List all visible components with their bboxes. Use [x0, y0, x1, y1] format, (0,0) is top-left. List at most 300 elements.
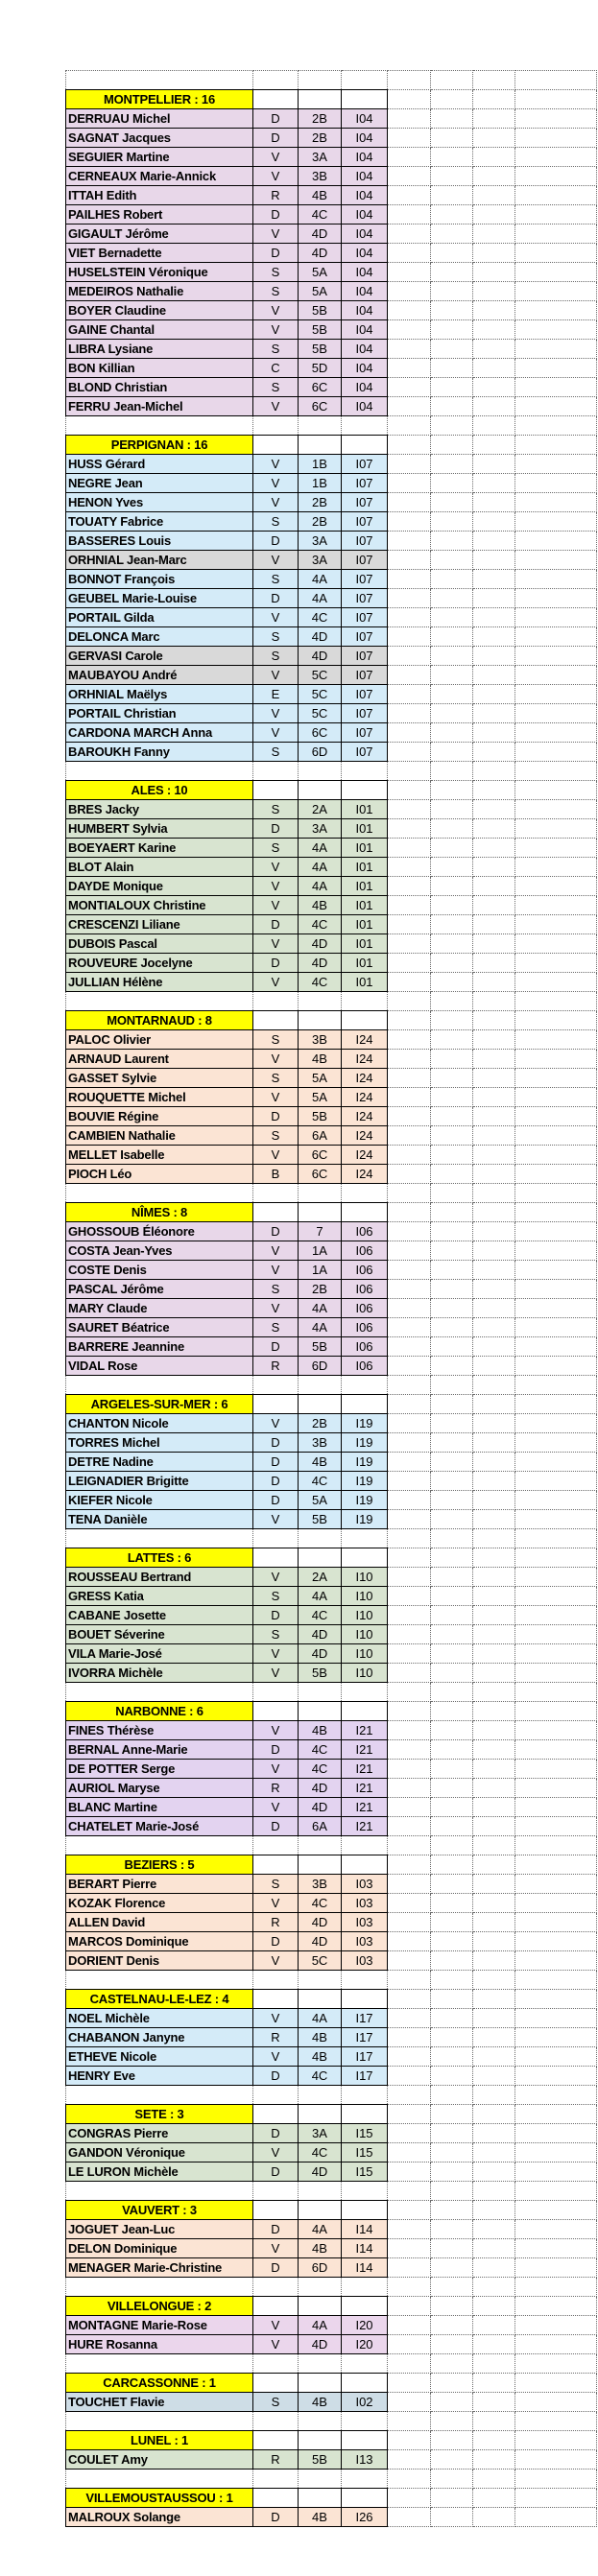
empty-grid-cell[interactable] — [515, 2470, 597, 2489]
member-category-cell[interactable]: D — [253, 1932, 299, 1951]
empty-grid-cell[interactable] — [388, 570, 431, 589]
member-code-cell[interactable]: I07 — [342, 512, 388, 532]
section-header-cell[interactable]: CASTELNAU-LE-LEZ : 4 — [66, 1990, 253, 2009]
empty-grid-cell[interactable] — [388, 1241, 431, 1261]
empty-grid-cell[interactable] — [253, 1184, 299, 1203]
empty-grid-cell[interactable] — [431, 2297, 473, 2316]
member-category-cell[interactable]: V — [253, 1760, 299, 1779]
empty-grid-cell[interactable] — [388, 1951, 431, 1971]
member-class-cell[interactable]: 4B — [299, 2028, 342, 2047]
member-name-cell[interactable]: GERVASI Carole — [66, 647, 253, 666]
empty-grid-cell[interactable] — [515, 915, 597, 934]
member-category-cell[interactable]: R — [253, 2450, 299, 2470]
empty-grid-cell[interactable] — [515, 2374, 597, 2393]
empty-grid-cell[interactable] — [388, 225, 431, 244]
empty-grid-cell[interactable] — [473, 2124, 515, 2143]
header-blank-cell[interactable] — [299, 1203, 342, 1222]
empty-grid-cell[interactable] — [342, 762, 388, 781]
empty-grid-cell[interactable] — [388, 1625, 431, 1644]
empty-grid-cell[interactable] — [473, 1299, 515, 1318]
member-code-cell[interactable]: I06 — [342, 1357, 388, 1376]
empty-grid-cell[interactable] — [431, 1740, 473, 1760]
member-name-cell[interactable]: SAURET Béatrice — [66, 1318, 253, 1337]
member-code-cell[interactable]: I10 — [342, 1606, 388, 1625]
member-class-cell[interactable]: 5B — [299, 1107, 342, 1126]
empty-grid-cell[interactable] — [431, 1894, 473, 1913]
empty-grid-cell[interactable] — [431, 225, 473, 244]
empty-grid-cell[interactable] — [431, 167, 473, 186]
member-class-cell[interactable]: 4D — [299, 647, 342, 666]
member-code-cell[interactable]: I06 — [342, 1280, 388, 1299]
empty-grid-cell[interactable] — [515, 148, 597, 167]
member-class-cell[interactable]: 6A — [299, 1817, 342, 1836]
empty-grid-cell[interactable] — [515, 1817, 597, 1836]
empty-grid-cell[interactable] — [431, 186, 473, 205]
member-name-cell[interactable]: BOUET Séverine — [66, 1625, 253, 1644]
empty-grid-cell[interactable] — [431, 2374, 473, 2393]
empty-grid-cell[interactable] — [515, 1644, 597, 1664]
member-category-cell[interactable]: S — [253, 378, 299, 397]
empty-grid-cell[interactable] — [66, 762, 253, 781]
empty-grid-cell[interactable] — [431, 512, 473, 532]
empty-grid-cell[interactable] — [515, 570, 597, 589]
empty-grid-cell[interactable] — [431, 954, 473, 973]
member-category-cell[interactable]: D — [253, 1472, 299, 1491]
empty-grid-cell[interactable] — [299, 71, 342, 90]
empty-grid-cell[interactable] — [342, 2086, 388, 2105]
empty-grid-cell[interactable] — [388, 1395, 431, 1414]
empty-grid-cell[interactable] — [388, 819, 431, 839]
empty-grid-cell[interactable] — [388, 1606, 431, 1625]
empty-grid-cell[interactable] — [431, 1491, 473, 1510]
member-name-cell[interactable]: LE LURON Michèle — [66, 2162, 253, 2182]
empty-grid-cell[interactable] — [431, 2239, 473, 2258]
empty-grid-cell[interactable] — [473, 781, 515, 800]
member-category-cell[interactable]: C — [253, 359, 299, 378]
member-name-cell[interactable]: TENA Danièle — [66, 1510, 253, 1529]
empty-grid-cell[interactable] — [515, 2028, 597, 2047]
member-class-cell[interactable]: 3B — [299, 167, 342, 186]
member-class-cell[interactable]: 2B — [299, 493, 342, 512]
member-code-cell[interactable]: I03 — [342, 1875, 388, 1894]
empty-grid-cell[interactable] — [388, 71, 431, 90]
member-category-cell[interactable]: D — [253, 1453, 299, 1472]
empty-grid-cell[interactable] — [431, 1625, 473, 1644]
empty-grid-cell[interactable] — [431, 2009, 473, 2028]
empty-grid-cell[interactable] — [473, 992, 515, 1011]
empty-grid-cell[interactable] — [388, 1875, 431, 1894]
member-code-cell[interactable]: I10 — [342, 1568, 388, 1587]
empty-grid-cell[interactable] — [431, 704, 473, 723]
header-blank-cell[interactable] — [342, 781, 388, 800]
member-name-cell[interactable]: BLOT Alain — [66, 858, 253, 877]
empty-grid-cell[interactable] — [388, 1644, 431, 1664]
empty-grid-cell[interactable] — [515, 1875, 597, 1894]
empty-grid-cell[interactable] — [515, 1740, 597, 1760]
member-category-cell[interactable]: D — [253, 1222, 299, 1241]
empty-grid-cell[interactable] — [515, 1107, 597, 1126]
empty-grid-cell[interactable] — [515, 1510, 597, 1529]
empty-grid-cell[interactable] — [388, 2489, 431, 2508]
empty-grid-cell[interactable] — [431, 2028, 473, 2047]
member-name-cell[interactable]: GANDON Véronique — [66, 2143, 253, 2162]
empty-grid-cell[interactable] — [515, 685, 597, 704]
header-blank-cell[interactable] — [299, 2374, 342, 2393]
empty-grid-cell[interactable] — [431, 1395, 473, 1414]
empty-grid-cell[interactable] — [388, 90, 431, 109]
member-name-cell[interactable]: TORRES Michel — [66, 1433, 253, 1453]
empty-grid-cell[interactable] — [388, 1971, 431, 1990]
member-name-cell[interactable]: MONTIALOUX Christine — [66, 896, 253, 915]
empty-grid-cell[interactable] — [515, 2278, 597, 2297]
member-code-cell[interactable]: I07 — [342, 608, 388, 627]
section-header-cell[interactable]: VAUVERT : 3 — [66, 2201, 253, 2220]
member-code-cell[interactable]: I07 — [342, 685, 388, 704]
member-code-cell[interactable]: I15 — [342, 2162, 388, 2182]
empty-grid-cell[interactable] — [431, 416, 473, 436]
member-code-cell[interactable]: I03 — [342, 1913, 388, 1932]
member-class-cell[interactable]: 4A — [299, 1299, 342, 1318]
empty-grid-cell[interactable] — [388, 858, 431, 877]
empty-grid-cell[interactable] — [515, 1836, 597, 1855]
member-code-cell[interactable]: I01 — [342, 800, 388, 819]
empty-grid-cell[interactable] — [473, 1510, 515, 1529]
empty-grid-cell[interactable] — [431, 359, 473, 378]
member-class-cell[interactable]: 4C — [299, 1760, 342, 1779]
member-category-cell[interactable]: V — [253, 301, 299, 320]
member-code-cell[interactable]: I13 — [342, 2450, 388, 2470]
empty-grid-cell[interactable] — [299, 992, 342, 1011]
empty-grid-cell[interactable] — [515, 1568, 597, 1587]
empty-grid-cell[interactable] — [473, 1261, 515, 1280]
empty-grid-cell[interactable] — [253, 2412, 299, 2431]
empty-grid-cell[interactable] — [515, 1990, 597, 2009]
member-name-cell[interactable]: ALLEN David — [66, 1913, 253, 1932]
member-class-cell[interactable]: 5B — [299, 2450, 342, 2470]
empty-grid-cell[interactable] — [388, 839, 431, 858]
empty-grid-cell[interactable] — [388, 1779, 431, 1798]
empty-grid-cell[interactable] — [253, 1683, 299, 1702]
member-code-cell[interactable]: I10 — [342, 1587, 388, 1606]
empty-grid-cell[interactable] — [473, 1241, 515, 1261]
empty-grid-cell[interactable] — [388, 1510, 431, 1529]
empty-grid-cell[interactable] — [388, 2105, 431, 2124]
member-code-cell[interactable]: I20 — [342, 2335, 388, 2354]
empty-grid-cell[interactable] — [388, 2335, 431, 2354]
empty-grid-cell[interactable] — [388, 167, 431, 186]
empty-grid-cell[interactable] — [515, 71, 597, 90]
empty-grid-cell[interactable] — [388, 474, 431, 493]
empty-grid-cell[interactable] — [388, 263, 431, 282]
header-blank-cell[interactable] — [253, 436, 299, 455]
member-class-cell[interactable]: 3A — [299, 532, 342, 551]
empty-grid-cell[interactable] — [515, 1395, 597, 1414]
member-code-cell[interactable]: I01 — [342, 915, 388, 934]
empty-grid-cell[interactable] — [431, 1702, 473, 1721]
empty-grid-cell[interactable] — [473, 1376, 515, 1395]
empty-grid-cell[interactable] — [515, 973, 597, 992]
empty-grid-cell[interactable] — [515, 1529, 597, 1548]
section-header-cell[interactable]: NARBONNE : 6 — [66, 1702, 253, 1721]
member-class-cell[interactable]: 4C — [299, 915, 342, 934]
empty-grid-cell[interactable] — [388, 1376, 431, 1395]
member-class-cell[interactable]: 4A — [299, 1587, 342, 1606]
empty-grid-cell[interactable] — [515, 1472, 597, 1491]
member-category-cell[interactable]: R — [253, 186, 299, 205]
empty-grid-cell[interactable] — [388, 1030, 431, 1050]
member-name-cell[interactable]: BASSERES Louis — [66, 532, 253, 551]
empty-grid-cell[interactable] — [431, 493, 473, 512]
empty-grid-cell[interactable] — [515, 2354, 597, 2374]
member-name-cell[interactable]: VILA Marie-José — [66, 1644, 253, 1664]
header-blank-cell[interactable] — [342, 1990, 388, 2009]
member-name-cell[interactable]: MARCOS Dominique — [66, 1932, 253, 1951]
empty-grid-cell[interactable] — [388, 2143, 431, 2162]
empty-grid-cell[interactable] — [388, 2028, 431, 2047]
empty-grid-cell[interactable] — [515, 1721, 597, 1740]
empty-grid-cell[interactable] — [515, 1491, 597, 1510]
empty-grid-cell[interactable] — [388, 685, 431, 704]
empty-grid-cell[interactable] — [515, 551, 597, 570]
header-blank-cell[interactable] — [342, 2105, 388, 2124]
empty-grid-cell[interactable] — [388, 1702, 431, 1721]
empty-grid-cell[interactable] — [473, 1644, 515, 1664]
empty-grid-cell[interactable] — [473, 896, 515, 915]
empty-grid-cell[interactable] — [431, 2124, 473, 2143]
member-code-cell[interactable]: I26 — [342, 2508, 388, 2527]
empty-grid-cell[interactable] — [515, 436, 597, 455]
member-class-cell[interactable]: 2B — [299, 1280, 342, 1299]
header-blank-cell[interactable] — [299, 2489, 342, 2508]
empty-grid-cell[interactable] — [473, 934, 515, 954]
empty-grid-cell[interactable] — [431, 1721, 473, 1740]
member-code-cell[interactable]: I07 — [342, 474, 388, 493]
empty-grid-cell[interactable] — [515, 2508, 597, 2527]
member-name-cell[interactable]: HUSELSTEIN Véronique — [66, 263, 253, 282]
member-name-cell[interactable]: CHABANON Janyne — [66, 2028, 253, 2047]
empty-grid-cell[interactable] — [473, 2009, 515, 2028]
empty-grid-cell[interactable] — [473, 2393, 515, 2412]
member-class-cell[interactable]: 3B — [299, 1030, 342, 1050]
member-code-cell[interactable]: I07 — [342, 551, 388, 570]
empty-grid-cell[interactable] — [431, 1414, 473, 1433]
empty-grid-cell[interactable] — [515, 723, 597, 743]
empty-grid-cell[interactable] — [515, 896, 597, 915]
empty-grid-cell[interactable] — [431, 1165, 473, 1184]
empty-grid-cell[interactable] — [388, 148, 431, 167]
empty-grid-cell[interactable] — [515, 1664, 597, 1683]
member-class-cell[interactable]: 4D — [299, 1913, 342, 1932]
member-name-cell[interactable]: MAUBAYOU André — [66, 666, 253, 685]
member-class-cell[interactable]: 4D — [299, 1798, 342, 1817]
member-class-cell[interactable]: 2A — [299, 800, 342, 819]
member-code-cell[interactable]: I03 — [342, 1894, 388, 1913]
member-code-cell[interactable]: I07 — [342, 532, 388, 551]
empty-grid-cell[interactable] — [388, 2182, 431, 2201]
empty-grid-cell[interactable] — [473, 493, 515, 512]
member-code-cell[interactable]: I21 — [342, 1740, 388, 1760]
empty-grid-cell[interactable] — [431, 2258, 473, 2278]
empty-grid-cell[interactable] — [431, 896, 473, 915]
member-code-cell[interactable]: I04 — [342, 244, 388, 263]
empty-grid-cell[interactable] — [515, 1548, 597, 1568]
member-name-cell[interactable]: HUSS Gérard — [66, 455, 253, 474]
empty-grid-cell[interactable] — [388, 2278, 431, 2297]
section-header-cell[interactable]: BEZIERS : 5 — [66, 1855, 253, 1875]
empty-grid-cell[interactable] — [388, 915, 431, 934]
empty-grid-cell[interactable] — [431, 1453, 473, 1472]
member-name-cell[interactable]: BERART Pierre — [66, 1875, 253, 1894]
member-name-cell[interactable]: CERNEAUX Marie-Annick — [66, 167, 253, 186]
empty-grid-cell[interactable] — [388, 1318, 431, 1337]
member-category-cell[interactable]: V — [253, 2335, 299, 2354]
empty-grid-cell[interactable] — [299, 2470, 342, 2489]
empty-grid-cell[interactable] — [431, 148, 473, 167]
empty-grid-cell[interactable] — [388, 1529, 431, 1548]
empty-grid-cell[interactable] — [388, 436, 431, 455]
member-code-cell[interactable]: I04 — [342, 301, 388, 320]
empty-grid-cell[interactable] — [515, 90, 597, 109]
empty-grid-cell[interactable] — [342, 1529, 388, 1548]
empty-grid-cell[interactable] — [473, 1760, 515, 1779]
empty-grid-cell[interactable] — [515, 858, 597, 877]
empty-grid-cell[interactable] — [473, 1357, 515, 1376]
empty-grid-cell[interactable] — [388, 2258, 431, 2278]
empty-grid-cell[interactable] — [388, 378, 431, 397]
header-blank-cell[interactable] — [253, 2105, 299, 2124]
member-category-cell[interactable]: V — [253, 2239, 299, 2258]
member-category-cell[interactable]: V — [253, 1050, 299, 1069]
member-name-cell[interactable]: BERNAL Anne-Marie — [66, 1740, 253, 1760]
empty-grid-cell[interactable] — [388, 2297, 431, 2316]
member-code-cell[interactable]: I04 — [342, 282, 388, 301]
empty-grid-cell[interactable] — [388, 954, 431, 973]
empty-grid-cell[interactable] — [473, 2162, 515, 2182]
empty-grid-cell[interactable] — [515, 2316, 597, 2335]
empty-grid-cell[interactable] — [342, 2278, 388, 2297]
member-category-cell[interactable]: V — [253, 1894, 299, 1913]
empty-grid-cell[interactable] — [388, 992, 431, 1011]
empty-grid-cell[interactable] — [473, 167, 515, 186]
empty-grid-cell[interactable] — [388, 1050, 431, 1069]
member-category-cell[interactable]: S — [253, 1069, 299, 1088]
empty-grid-cell[interactable] — [431, 205, 473, 225]
empty-grid-cell[interactable] — [388, 723, 431, 743]
member-name-cell[interactable]: CHATELET Marie-José — [66, 1817, 253, 1836]
member-category-cell[interactable]: D — [253, 1606, 299, 1625]
empty-grid-cell[interactable] — [431, 1683, 473, 1702]
member-category-cell[interactable]: S — [253, 1280, 299, 1299]
header-blank-cell[interactable] — [299, 1011, 342, 1030]
member-code-cell[interactable]: I24 — [342, 1146, 388, 1165]
member-code-cell[interactable]: I01 — [342, 819, 388, 839]
member-name-cell[interactable]: SEGUIER Martine — [66, 148, 253, 167]
member-code-cell[interactable]: I19 — [342, 1472, 388, 1491]
member-category-cell[interactable]: V — [253, 1798, 299, 1817]
empty-grid-cell[interactable] — [515, 762, 597, 781]
empty-grid-cell[interactable] — [515, 2182, 597, 2201]
empty-grid-cell[interactable] — [431, 1568, 473, 1587]
empty-grid-cell[interactable] — [515, 129, 597, 148]
empty-grid-cell[interactable] — [431, 1241, 473, 1261]
empty-grid-cell[interactable] — [431, 1855, 473, 1875]
member-code-cell[interactable]: I14 — [342, 2258, 388, 2278]
empty-grid-cell[interactable] — [299, 762, 342, 781]
empty-grid-cell[interactable] — [473, 1011, 515, 1030]
empty-grid-cell[interactable] — [473, 301, 515, 320]
empty-grid-cell[interactable] — [388, 397, 431, 416]
empty-grid-cell[interactable] — [473, 954, 515, 973]
member-code-cell[interactable]: I07 — [342, 455, 388, 474]
member-category-cell[interactable]: B — [253, 1165, 299, 1184]
member-category-cell[interactable]: S — [253, 2393, 299, 2412]
member-category-cell[interactable]: D — [253, 1817, 299, 1836]
empty-grid-cell[interactable] — [388, 340, 431, 359]
empty-grid-cell[interactable] — [342, 2354, 388, 2374]
member-category-cell[interactable]: S — [253, 1625, 299, 1644]
header-blank-cell[interactable] — [342, 1702, 388, 1721]
member-code-cell[interactable]: I19 — [342, 1491, 388, 1510]
member-code-cell[interactable]: I06 — [342, 1299, 388, 1318]
empty-grid-cell[interactable] — [388, 320, 431, 340]
empty-grid-cell[interactable] — [473, 647, 515, 666]
empty-grid-cell[interactable] — [515, 167, 597, 186]
empty-grid-cell[interactable] — [473, 551, 515, 570]
header-blank-cell[interactable] — [299, 1548, 342, 1568]
empty-grid-cell[interactable] — [431, 2182, 473, 2201]
member-name-cell[interactable]: IVORRA Michèle — [66, 1664, 253, 1683]
member-code-cell[interactable]: I04 — [342, 359, 388, 378]
member-class-cell[interactable]: 4D — [299, 225, 342, 244]
empty-grid-cell[interactable] — [515, 1280, 597, 1299]
member-code-cell[interactable]: I24 — [342, 1069, 388, 1088]
empty-grid-cell[interactable] — [431, 1529, 473, 1548]
empty-grid-cell[interactable] — [342, 992, 388, 1011]
empty-grid-cell[interactable] — [431, 1069, 473, 1088]
empty-grid-cell[interactable] — [515, 1222, 597, 1241]
empty-grid-cell[interactable] — [299, 2354, 342, 2374]
empty-grid-cell[interactable] — [515, 244, 597, 263]
section-header-cell[interactable]: NÎMES : 8 — [66, 1203, 253, 1222]
empty-grid-cell[interactable] — [473, 589, 515, 608]
member-category-cell[interactable]: V — [253, 320, 299, 340]
empty-grid-cell[interactable] — [473, 1318, 515, 1337]
empty-grid-cell[interactable] — [473, 455, 515, 474]
member-category-cell[interactable]: V — [253, 934, 299, 954]
empty-grid-cell[interactable] — [473, 1932, 515, 1951]
empty-grid-cell[interactable] — [388, 1088, 431, 1107]
empty-grid-cell[interactable] — [431, 320, 473, 340]
empty-grid-cell[interactable] — [515, 666, 597, 685]
empty-grid-cell[interactable] — [431, 2220, 473, 2239]
empty-grid-cell[interactable] — [388, 512, 431, 532]
member-class-cell[interactable]: 4B — [299, 2047, 342, 2067]
empty-grid-cell[interactable] — [431, 263, 473, 282]
empty-grid-cell[interactable] — [388, 1472, 431, 1491]
member-class-cell[interactable]: 6D — [299, 1357, 342, 1376]
member-name-cell[interactable]: GASSET Sylvie — [66, 1069, 253, 1088]
empty-grid-cell[interactable] — [431, 2354, 473, 2374]
empty-grid-cell[interactable] — [473, 532, 515, 551]
empty-grid-cell[interactable] — [473, 340, 515, 359]
member-code-cell[interactable]: I10 — [342, 1664, 388, 1683]
member-category-cell[interactable]: V — [253, 608, 299, 627]
empty-grid-cell[interactable] — [66, 1971, 253, 1990]
member-class-cell[interactable]: 4D — [299, 1779, 342, 1798]
empty-grid-cell[interactable] — [388, 2162, 431, 2182]
empty-grid-cell[interactable] — [431, 1088, 473, 1107]
empty-grid-cell[interactable] — [431, 666, 473, 685]
